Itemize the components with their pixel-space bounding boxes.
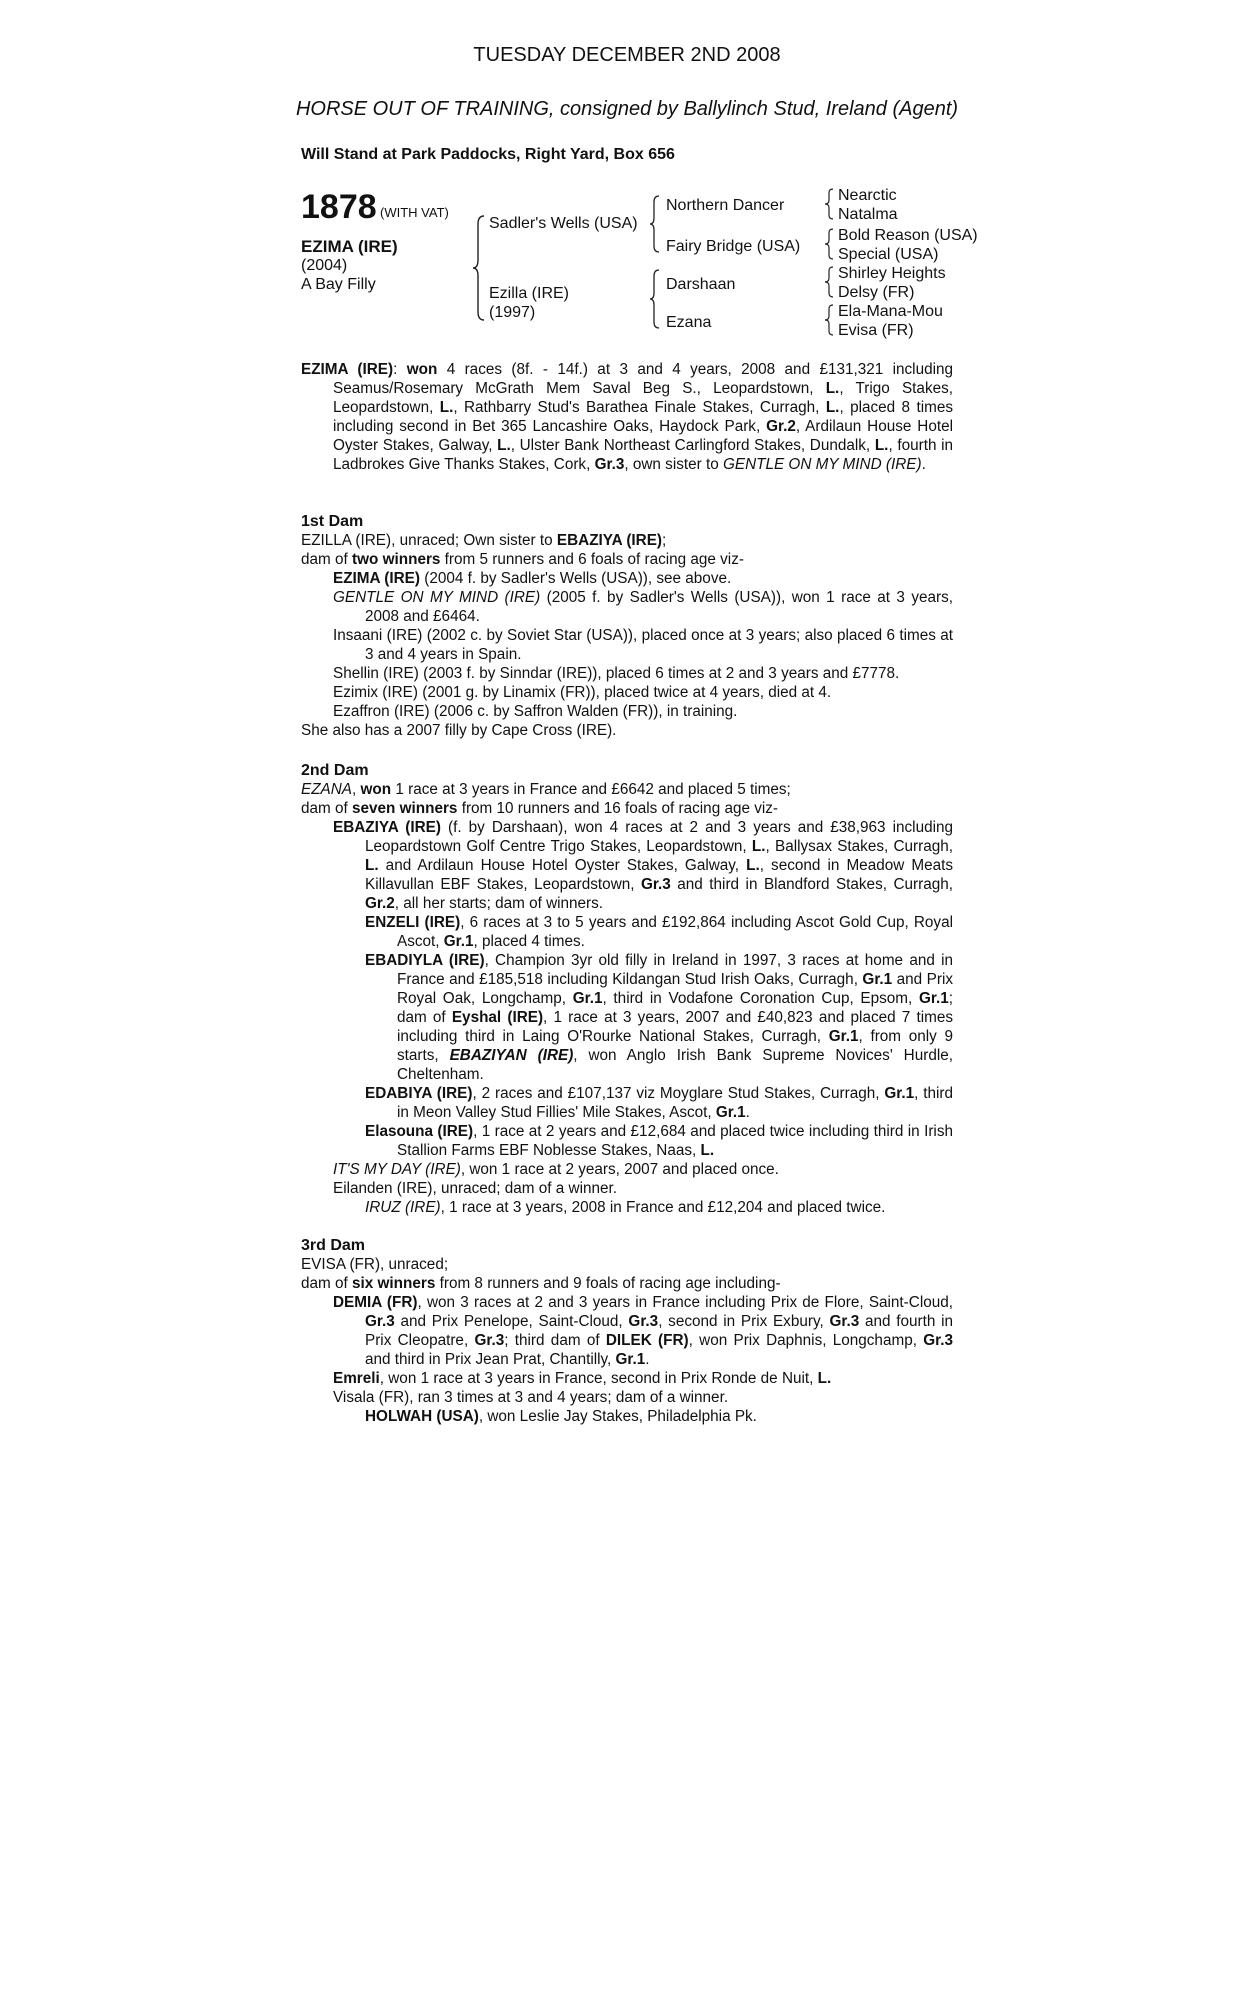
brace-ds <box>824 265 834 304</box>
brace-dd-icon <box>824 303 834 337</box>
dam-dam: Ezana <box>666 314 712 331</box>
progeny-ebaziya: EBAZIYA (IRE) (f. by Darshaan), won 4 races at 2 and 3 years and £38,963 including Leopardstown Golf Centre Trigo Stakes, Leopardstown, L., Ballysax Stakes, Curragh, L. and Ardilaun House Hotel Oyster Stakes, Galway, L., second in Meadow Meats Killavullan EBF Stakes, Leopardstown, Gr.3 and third in Blandford Stakes, Curragh, Gr.2, all her starts; dam of winners. <box>333 819 954 912</box>
progeny-insaani: Insaani (IRE) (2002 c. by Soviet Star (USA)), placed once at 3 years; also placed 6 times at 3 and 4 years in Spain. <box>333 627 953 663</box>
progeny-ezimix: Ezimix (IRE) (2001 g. by Linamix (FR)), placed twice at 4 years, died at 4. <box>333 684 832 701</box>
ds-sire: Shirley Heights <box>838 265 946 282</box>
brace-ss-icon <box>824 187 834 221</box>
horse-name: EZIMA (IRE) <box>301 237 398 256</box>
third-dam-heading: 3rd Dam <box>301 1237 366 1254</box>
third-dam-section <box>301 1236 953 1426</box>
dd-sire: Ela-Mana-Mou <box>838 303 943 320</box>
brace-dam-icon <box>649 268 661 330</box>
dam: Ezilla (IRE) <box>489 285 570 302</box>
brace-main-icon <box>472 214 486 322</box>
brace-sire <box>649 194 661 259</box>
dd-dam: Evisa (FR) <box>838 322 914 339</box>
sd-dam: Special (USA) <box>838 246 939 263</box>
progeny-iruz: IRUZ (IRE), 1 race at 3 years, 2008 in France and £12,204 and placed twice. <box>365 1199 886 1216</box>
brace-ds-icon <box>824 265 834 299</box>
progeny-ebadiyla: EBADIYLA (IRE), Champion 3yr old filly in Ireland in 1997, 3 races at home and in France and £185,518 including Kildangan Stud Irish Oaks, Curragh, Gr.1 and Prix Royal Oak, Longchamp, Gr.1, third in Vodafone Coronation Cup, Epsom, Gr.1; dam of Eyshal (IRE), 1 race at 3 years, 2007 and £40,823 and placed 7 times including third in Laing O'Rourke National Stakes, Curragh, Gr.1, from only 9 starts, EBAZIYAN (IRE), won Anglo Irish Bank Supreme Novices' Hurdle, Cheltenham. <box>365 952 954 1083</box>
progeny-shellin: Shellin (IRE) (2003 f. by Sinndar (IRE)), placed 6 times at 2 and 3 years and £7778. <box>333 665 900 682</box>
second-dam-heading: 2nd Dam <box>301 762 369 779</box>
horse-description: A Bay Filly <box>301 276 376 293</box>
brace-dam <box>649 268 661 335</box>
sire-dam: Fairy Bridge (USA) <box>666 238 801 255</box>
horse-year: (2004) <box>301 257 348 274</box>
record-paragraph: EZIMA (IRE): won 4 races (8f. - 14f.) at 3 and 4 years, 2008 and £131,321 including Seamus/Rosemary McGrath Mem Saval Beg S., Leopardstown, L., Trigo Stakes, Leopardstown, L., Rathbarry Stud's Barathea Finale Stakes, Curragh, L., placed 8 times including second in Bet 365 Lancashire Oaks, Haydock Park, Gr.2, Ardilaun House Hotel Oyster Stakes, Galway, L., Ulster Bank Northeast Carlingford Stakes, Dundalk, L., fourth in Ladbrokes Give Thanks Stakes, Cork, Gr.3, own sister to GENTLE ON MY MIND (IRE). <box>301 361 954 473</box>
third-dam-line2: dam of six winners from 8 runners and 9 foals of racing age including- <box>301 1275 781 1292</box>
sire-sire: Northern Dancer <box>666 197 785 214</box>
dam-year: (1997) <box>489 304 536 321</box>
third-dam-line1: EVISA (FR), unraced; <box>301 1256 449 1273</box>
progeny-enzeli: ENZELI (IRE), 6 races at 3 to 5 years and £192,864 including Ascot Gold Cup, Royal Ascot, Gr.1, placed 4 times. <box>365 914 953 950</box>
dam-sire: Darshaan <box>666 276 736 293</box>
sd-sire: Bold Reason (USA) <box>838 227 978 244</box>
progeny-demia: DEMIA (FR), won 3 races at 2 and 3 years in France including Prix de Flore, Saint-Cloud, Gr.3 and Prix Penelope, Saint-Cloud, Gr.3, second in Prix Exbury, Gr.3 and fourth in Prix Cleopatre, Gr.3; third dam of DILEK (FR), won Prix Daphnis, Longchamp, Gr.3 and third in Prix Jean Prat, Chantilly, Gr.1. <box>333 1294 953 1368</box>
progeny-elasouna: Elasouna (IRE), 1 race at 2 years and £12,684 and placed twice including third in Irish Stallion Farms EBF Noblesse Stakes, Naas, L. <box>365 1123 953 1159</box>
brace-main <box>472 214 486 327</box>
progeny-eilanden: Eilanden (IRE), unraced; dam of a winner. <box>333 1180 617 1197</box>
lot-number: 1878 <box>301 188 377 226</box>
first-dam-heading: 1st Dam <box>301 513 364 530</box>
brace-sd <box>824 227 834 266</box>
race-record <box>301 360 953 474</box>
second-dam-section <box>301 761 953 1217</box>
progeny-gentle: GENTLE ON MY MIND (IRE) (2005 f. by Sadler's Wells (USA)), won 1 race at 3 years, 2008 and £6464. <box>333 589 953 625</box>
ds-dam: Delsy (FR) <box>838 284 915 301</box>
progeny-note: She also has a 2007 filly by Cape Cross (IRE). <box>301 722 617 739</box>
progeny-ezaffron: Ezaffron (IRE) (2006 c. by Saffron Walden (FR)), in training. <box>333 703 738 720</box>
brace-sire-icon <box>649 194 661 254</box>
progeny-visala: Visala (FR), ran 3 times at 3 and 4 years; dam of a winner. <box>333 1389 729 1406</box>
progeny-emreli: Emreli, won 1 race at 3 years in France, second in Prix Ronde de Nuit, L. <box>333 1370 832 1387</box>
second-dam-line2: dam of seven winners from 10 runners and 16 foals of racing age viz- <box>301 800 779 817</box>
sire: Sadler's Wells (USA) <box>489 215 638 232</box>
brace-sd-icon <box>824 227 834 261</box>
progeny-holwah: HOLWAH (USA), won Leslie Jay Stakes, Philadelphia Pk. <box>365 1408 757 1425</box>
vat-note: (WITH VAT) <box>380 205 449 220</box>
progeny-its-my-day: IT'S MY DAY (IRE), won 1 race at 2 years, 2007 and placed once. <box>333 1161 779 1178</box>
progeny-ezima: EZIMA (IRE) (2004 f. by Sadler's Wells (USA)), see above. <box>333 570 732 587</box>
first-dam-line1: EZILLA (IRE), unraced; Own sister to EBAZIYA (IRE); <box>301 532 667 549</box>
consignment-title: HORSE OUT OF TRAINING, consigned by Ballylinch Stud, Ireland (Agent) <box>295 98 959 120</box>
first-dam-line2: dam of two winners from 5 runners and 6 foals of racing age viz- <box>301 551 744 568</box>
progeny-edabiya: EDABIYA (IRE), 2 races and £107,137 viz Moyglare Stud Stakes, Curragh, Gr.1, third in Meon Valley Stud Fillies' Mile Stakes, Ascot, Gr.1. <box>365 1085 954 1121</box>
first-dam-section <box>301 512 953 740</box>
sale-date: TUESDAY DECEMBER 2ND 2008 <box>473 44 781 66</box>
stand-location: Will Stand at Park Paddocks, Right Yard, Box 656 <box>301 146 675 163</box>
ss-dam: Natalma <box>838 206 898 223</box>
brace-dd <box>824 303 834 342</box>
ss-sire: Nearctic <box>838 187 897 204</box>
brace-ss <box>824 187 834 226</box>
second-dam-line1: EZANA, won 1 race at 3 years in France and £6642 and placed 5 times; <box>301 781 791 798</box>
